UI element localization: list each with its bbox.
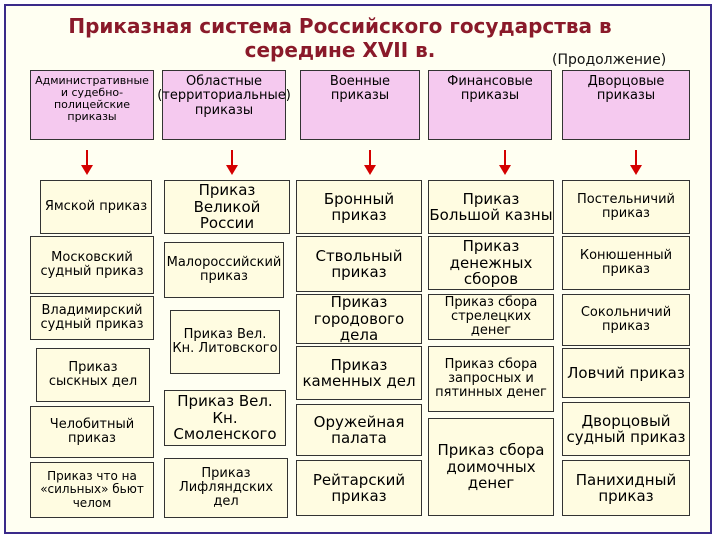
arrow-down-icon [231, 150, 233, 166]
prikaz-box: Приказ сбора запросных и пятинных денег [428, 346, 554, 412]
diagram-title: Приказная система Российского государства в середине XVII в. [68, 14, 612, 62]
prikaz-box: Рейтарский приказ [296, 460, 422, 516]
prikaz-box: Приказ сбора доимочных денег [428, 418, 554, 516]
prikaz-box: Приказ Великой России [164, 180, 290, 234]
arrow-down-icon [504, 150, 506, 166]
prikaz-box: Панихидный приказ [562, 460, 690, 516]
prikaz-box: Приказ каменных дел [296, 346, 422, 400]
arrow-down-icon [635, 150, 637, 166]
prikaz-box: Малороссийский приказ [164, 242, 284, 298]
prikaz-box: Постельничий приказ [562, 180, 690, 234]
prikaz-box: Приказ Вел. Кн. Смоленского [164, 390, 286, 446]
prikaz-box: Приказ денежных сборов [428, 236, 554, 290]
prikaz-box: Приказ Большой казны [428, 180, 554, 234]
header-military: Военные приказы [300, 70, 420, 140]
diagram-subtitle: (Продолжение) [552, 52, 667, 68]
header-palace: Дворцовые приказы [562, 70, 690, 140]
prikaz-box: Приказ Лифляндских дел [164, 458, 288, 518]
prikaz-box: Оружейная палата [296, 404, 422, 456]
prikaz-box: Ствольный приказ [296, 236, 422, 292]
prikaz-box: Ямской приказ [40, 180, 152, 234]
prikaz-box: Челобитный приказ [30, 406, 154, 458]
prikaz-box: Бронный приказ [296, 180, 422, 234]
arrow-down-icon [369, 150, 371, 166]
header-administrative: Административные и судебно-полицейские приказы [30, 70, 154, 140]
prikaz-box: Ловчий приказ [562, 348, 690, 398]
prikaz-box: Сокольничий приказ [562, 294, 690, 346]
prikaz-box: Дворцовый судный приказ [562, 402, 690, 456]
header-financial: Финансовые приказы [428, 70, 552, 140]
prikaz-box: Владимирский судный приказ [30, 296, 154, 340]
arrow-down-icon [86, 150, 88, 166]
prikaz-box: Приказ сыскных дел [36, 348, 150, 402]
prikaz-box: Приказ городового дела [296, 294, 422, 344]
prikaz-box: Конюшенный приказ [562, 236, 690, 290]
prikaz-box: Московский судный приказ [30, 236, 154, 294]
prikaz-box: Приказ Вел. Кн. Литовского [170, 310, 280, 374]
prikaz-box: Приказ сбора стрелецких денег [428, 294, 554, 340]
header-regional: Областные (территориальные) приказы [162, 70, 286, 140]
prikaz-box: Приказ что на «сильных» бьют челом [30, 462, 154, 518]
